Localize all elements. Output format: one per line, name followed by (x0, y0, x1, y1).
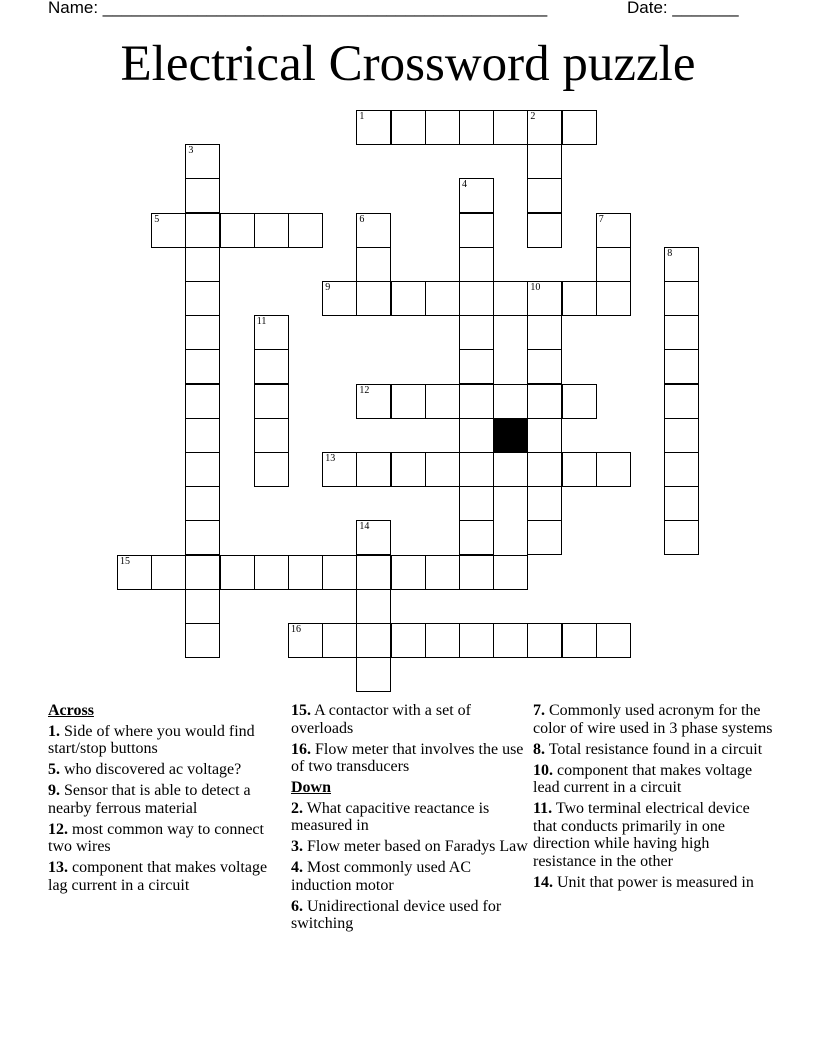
grid-cell[interactable] (220, 213, 255, 248)
grid-cell[interactable] (459, 418, 494, 453)
clue-column-1 (48, 702, 288, 898)
grid-cell[interactable] (459, 349, 494, 384)
grid-cell[interactable] (459, 110, 494, 145)
grid-cell[interactable] (322, 555, 357, 590)
cell-number: 3 (188, 145, 194, 157)
grid-cell[interactable] (425, 555, 460, 590)
clue-down-14: 14. Unit that power is measured in (533, 873, 754, 891)
grid-cell[interactable] (425, 110, 460, 145)
grid-cell[interactable] (493, 452, 528, 487)
grid-cell[interactable] (664, 247, 699, 282)
grid-cell[interactable] (391, 623, 426, 658)
cell-number: 10 (530, 282, 541, 293)
grid-cell[interactable] (527, 281, 562, 316)
grid-cell[interactable] (527, 110, 562, 145)
clue-across-5: 5. who discovered ac voltage? (48, 761, 242, 778)
grid-cell[interactable] (185, 623, 220, 658)
grid-cell[interactable] (391, 281, 426, 316)
grid-cell[interactable] (185, 349, 220, 384)
grid-cell[interactable] (356, 384, 391, 419)
clue-down-3: 3. Flow meter based on Faradys Law (291, 838, 528, 855)
grid-cell[interactable] (664, 452, 699, 487)
grid-cell[interactable] (459, 315, 494, 350)
grid-cell[interactable] (322, 623, 357, 658)
grid-cell[interactable] (527, 486, 562, 521)
across-heading: Across (48, 702, 94, 719)
clue-across-9: 9. Sensor that is able to detect a nearby ferrous material (48, 782, 251, 817)
grid-cell[interactable] (117, 555, 152, 590)
clue-down-8: 8. Total resistance found in a circuit (533, 740, 763, 758)
grid-cell[interactable] (527, 520, 562, 555)
grid-cell[interactable] (185, 520, 220, 555)
cell-number: 5 (154, 213, 160, 225)
clue-column-3 (533, 702, 773, 895)
grid-cell[interactable] (288, 555, 323, 590)
grid-cell[interactable] (356, 623, 391, 658)
grid-cell[interactable] (322, 452, 357, 487)
grid-cell[interactable] (596, 281, 631, 316)
grid-cell[interactable] (185, 281, 220, 316)
grid-cell[interactable] (664, 486, 699, 521)
clue-down-7: 7. Commonly used acronym for the color of wire used in 3 phase systems (533, 702, 773, 737)
grid-cell[interactable] (562, 623, 597, 658)
grid-cell[interactable] (527, 623, 562, 658)
grid-cell[interactable] (356, 589, 391, 624)
clue-down-4: 4. Most commonly used AC induction motor (291, 859, 472, 894)
grid-cell[interactable] (254, 315, 289, 350)
cell-number: 15 (120, 555, 130, 567)
grid-cell[interactable] (254, 555, 289, 590)
grid-cell[interactable] (527, 178, 562, 213)
grid-cell[interactable] (493, 555, 528, 590)
grid-cell[interactable] (493, 623, 528, 658)
grid-cell[interactable] (425, 452, 460, 487)
grid-cell[interactable] (459, 520, 494, 555)
grid-cell[interactable] (425, 623, 460, 658)
clue-down-6: 6. Unidirectional device used for switching (291, 897, 502, 932)
grid-cell[interactable] (220, 555, 255, 590)
grid-cell[interactable] (151, 555, 186, 590)
grid-cell[interactable] (459, 281, 494, 316)
cell-number: 11 (256, 316, 267, 328)
grid-cell[interactable] (562, 281, 597, 316)
grid-cell[interactable] (562, 384, 597, 419)
grid-cell[interactable] (391, 555, 426, 590)
grid-cell[interactable] (356, 281, 391, 316)
cell-number: 8 (667, 247, 673, 259)
grid-cell[interactable] (356, 247, 391, 282)
grid-cell[interactable] (356, 520, 391, 555)
grid-cell[interactable] (185, 384, 220, 419)
grid-cell[interactable] (459, 247, 494, 282)
name-field-label: Name: _______________________________________________ (48, 0, 548, 17)
grid-cell[interactable] (562, 452, 597, 487)
grid-cell[interactable] (493, 110, 528, 145)
grid-cell[interactable] (185, 486, 220, 521)
grid-cell[interactable] (527, 384, 562, 419)
clue-across-13: 13. component that makes voltage lag current in a circuit (48, 859, 268, 894)
clue-down-11: 11. Two terminal electrical device that conducts primarily in one direction while having high resistance in the other (533, 800, 750, 870)
grid-cell[interactable] (493, 384, 528, 419)
grid-cell[interactable] (356, 555, 391, 590)
clue-across-15: 15. A contactor with a set of overloads (291, 702, 471, 737)
cell-number: 14 (359, 521, 370, 533)
clue-across-16: 16. Flow meter that involves the use of two transducers (291, 740, 524, 775)
clue-across-1: 1. Side of where you would find start/stop buttons (48, 722, 255, 757)
grid-cell[interactable] (185, 213, 220, 248)
cell-number: 4 (462, 179, 467, 191)
down-heading: Down (291, 779, 332, 796)
grid-cell[interactable] (459, 384, 494, 419)
grid-cell[interactable] (596, 623, 631, 658)
grid-cell[interactable] (185, 247, 220, 282)
page-title: Electrical Crossword puzzle (120, 36, 696, 92)
cell-number: 2 (530, 111, 536, 122)
grid-cell[interactable] (254, 213, 289, 248)
clue-across-12: 12. most common way to connect two wires (48, 820, 264, 855)
grid-cell[interactable] (664, 384, 699, 419)
grid-cell[interactable] (356, 110, 391, 145)
grid-cell[interactable] (151, 213, 186, 248)
grid-cell[interactable] (527, 418, 562, 453)
grid-cell[interactable] (288, 213, 323, 248)
grid-cell[interactable] (527, 349, 562, 384)
cell-number: 1 (359, 111, 365, 122)
grid-cell[interactable] (391, 452, 426, 487)
cell-number: 13 (325, 453, 336, 464)
cell-number: 6 (359, 213, 365, 225)
clue-down-10: 10. component that makes voltage lead current in a circuit (533, 761, 753, 796)
grid-cell[interactable] (356, 657, 391, 692)
grid-cell[interactable] (425, 281, 460, 316)
grid-cell[interactable] (664, 520, 699, 555)
cell-number: 9 (325, 282, 331, 293)
grid-cell[interactable] (185, 178, 220, 213)
grid-cell[interactable] (493, 281, 528, 316)
grid-cell[interactable] (562, 110, 597, 145)
grid-cell[interactable] (425, 384, 460, 419)
grid-cell[interactable] (254, 384, 289, 419)
grid-cell[interactable] (664, 349, 699, 384)
clue-down-2: 2. What capacitive reactance is measured in (291, 799, 490, 834)
grid-cell[interactable] (664, 281, 699, 316)
cell-number: 7 (598, 213, 604, 225)
grid-cell[interactable] (356, 452, 391, 487)
grid-cell[interactable] (391, 384, 426, 419)
grid-cell[interactable] (185, 589, 220, 624)
grid-cell[interactable] (459, 213, 494, 248)
grid-cell[interactable] (459, 555, 494, 590)
grid-cell[interactable] (185, 452, 220, 487)
grid-cell[interactable] (185, 418, 220, 453)
grid-cell[interactable] (596, 247, 631, 282)
grid-cell[interactable] (527, 144, 562, 179)
grid-cell[interactable] (459, 486, 494, 521)
grid-cell[interactable] (527, 213, 562, 248)
grid-cell[interactable] (185, 144, 220, 179)
grid-cell[interactable] (596, 452, 631, 487)
grid-cell[interactable] (254, 349, 289, 384)
grid-cell[interactable] (664, 418, 699, 453)
grid-cell[interactable] (664, 315, 699, 350)
clue-column-2 (291, 702, 531, 936)
cell-number: 12 (359, 384, 370, 396)
grid-cell[interactable] (288, 623, 323, 658)
grid-cell[interactable] (391, 110, 426, 145)
grid-cell[interactable] (185, 315, 220, 350)
cell-number: 16 (291, 624, 301, 635)
grid-block (493, 418, 528, 453)
grid-cell[interactable] (254, 418, 289, 453)
grid-cell[interactable] (527, 315, 562, 350)
grid-cell[interactable] (356, 213, 391, 248)
grid-cell[interactable] (596, 213, 631, 248)
grid-cell[interactable] (459, 178, 494, 213)
grid-cell[interactable] (527, 452, 562, 487)
grid-cell[interactable] (459, 452, 494, 487)
grid-cell[interactable] (254, 452, 289, 487)
grid-cell[interactable] (322, 281, 357, 316)
grid-cell[interactable] (185, 555, 220, 590)
grid-cell[interactable] (459, 623, 494, 658)
date-field-label: Date: _______ (627, 0, 739, 17)
